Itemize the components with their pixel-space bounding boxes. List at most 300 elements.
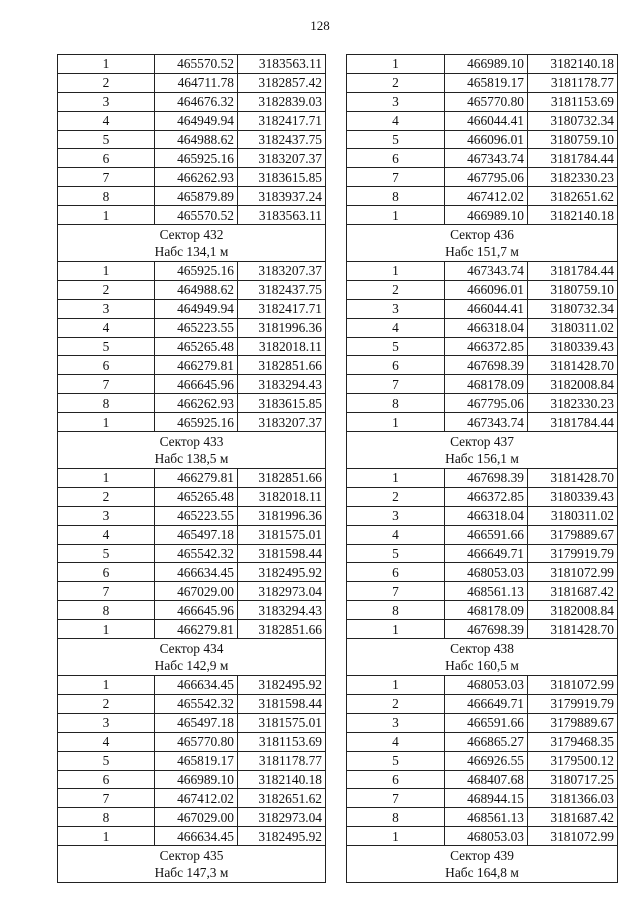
y-coordinate: 3182140.18 — [528, 55, 618, 74]
point-number: 1 — [347, 55, 445, 74]
x-coordinate: 466262.93 — [155, 394, 238, 413]
sector-area: Набс 160,5 м — [445, 658, 519, 674]
point-number: 3 — [58, 92, 155, 111]
table-row — [58, 73, 326, 92]
table-row — [347, 544, 618, 563]
y-coordinate: 3181784.44 — [528, 149, 618, 168]
x-coordinate: 466318.04 — [445, 506, 528, 525]
y-coordinate: 3182839.03 — [238, 92, 326, 111]
x-coordinate: 468053.03 — [445, 827, 528, 846]
point-number: 8 — [347, 394, 445, 413]
table-row — [347, 789, 618, 808]
y-coordinate: 3182018.11 — [238, 487, 326, 506]
x-coordinate: 466591.66 — [445, 525, 528, 544]
x-coordinate: 464988.62 — [155, 130, 238, 149]
y-coordinate: 3180759.10 — [528, 280, 618, 299]
point-number: 6 — [58, 563, 155, 582]
y-coordinate: 3181153.69 — [238, 732, 326, 751]
table-row — [347, 280, 618, 299]
x-coordinate: 465265.48 — [155, 337, 238, 356]
y-coordinate: 3181575.01 — [238, 525, 326, 544]
table-row — [347, 487, 618, 506]
x-coordinate: 467795.06 — [445, 394, 528, 413]
x-coordinate: 467412.02 — [155, 789, 238, 808]
x-coordinate: 464949.94 — [155, 111, 238, 130]
sector-name: Сектор 433 — [159, 434, 224, 450]
point-number: 1 — [347, 262, 445, 281]
x-coordinate: 466318.04 — [445, 318, 528, 337]
table-row — [347, 770, 618, 789]
point-number: 4 — [58, 318, 155, 337]
page-number: 128 — [310, 18, 330, 33]
table-row — [347, 375, 618, 394]
point-number: 4 — [58, 525, 155, 544]
x-coordinate: 468944.15 — [445, 789, 528, 808]
x-coordinate: 465542.32 — [155, 544, 238, 563]
y-coordinate: 3182330.23 — [528, 168, 618, 187]
y-coordinate: 3183937.24 — [238, 187, 326, 206]
point-number: 4 — [347, 111, 445, 130]
table-row — [58, 506, 326, 525]
coordinates-table-right — [346, 54, 618, 883]
point-number: 2 — [58, 694, 155, 713]
table-row — [58, 713, 326, 732]
point-number: 2 — [347, 694, 445, 713]
point-number: 2 — [347, 73, 445, 92]
point-number: 5 — [347, 130, 445, 149]
sector-header-row — [347, 639, 618, 676]
point-number: 6 — [58, 356, 155, 375]
x-coordinate: 465925.16 — [155, 149, 238, 168]
table-row — [58, 356, 326, 375]
point-number: 5 — [58, 337, 155, 356]
y-coordinate: 3181178.77 — [238, 751, 326, 770]
x-coordinate: 466634.45 — [155, 676, 238, 695]
y-coordinate: 3181428.70 — [528, 356, 618, 375]
y-coordinate: 3183563.11 — [238, 55, 326, 74]
point-number: 6 — [58, 149, 155, 168]
table-row — [347, 732, 618, 751]
table-row — [58, 130, 326, 149]
y-coordinate: 3181428.70 — [528, 469, 618, 488]
point-number: 1 — [347, 413, 445, 432]
point-number: 8 — [347, 808, 445, 827]
table-row — [347, 601, 618, 620]
table-row — [58, 789, 326, 808]
y-coordinate: 3179889.67 — [528, 525, 618, 544]
point-number: 8 — [347, 187, 445, 206]
x-coordinate: 467343.74 — [445, 149, 528, 168]
y-coordinate: 3181996.36 — [238, 506, 326, 525]
y-coordinate: 3182018.11 — [238, 337, 326, 356]
x-coordinate: 465497.18 — [155, 713, 238, 732]
sector-header-row — [58, 432, 326, 469]
table-row — [58, 751, 326, 770]
sector-name: Сектор 436 — [450, 227, 514, 243]
y-coordinate: 3181178.77 — [528, 73, 618, 92]
point-number: 2 — [347, 280, 445, 299]
table-row — [347, 337, 618, 356]
point-number: 8 — [58, 394, 155, 413]
x-coordinate: 467029.00 — [155, 808, 238, 827]
sector-header-row — [347, 846, 618, 883]
y-coordinate: 3180339.43 — [528, 337, 618, 356]
sector-header — [347, 225, 618, 262]
y-coordinate: 3180717.25 — [528, 770, 618, 789]
point-number: 4 — [58, 111, 155, 130]
x-coordinate: 466645.96 — [155, 601, 238, 620]
y-coordinate: 3182417.71 — [238, 111, 326, 130]
sector-header-row — [58, 639, 326, 676]
table-row — [347, 827, 618, 846]
x-coordinate: 466372.85 — [445, 487, 528, 506]
y-coordinate: 3179919.79 — [528, 544, 618, 563]
table-row — [347, 111, 618, 130]
y-coordinate: 3182140.18 — [528, 206, 618, 225]
y-coordinate: 3180759.10 — [528, 130, 618, 149]
y-coordinate: 3183615.85 — [238, 394, 326, 413]
point-number: 3 — [58, 506, 155, 525]
y-coordinate: 3181428.70 — [528, 620, 618, 639]
table-row — [58, 732, 326, 751]
x-coordinate: 468178.09 — [445, 601, 528, 620]
x-coordinate: 467029.00 — [155, 582, 238, 601]
table-row — [58, 262, 326, 281]
point-number: 1 — [58, 55, 155, 74]
x-coordinate: 465497.18 — [155, 525, 238, 544]
x-coordinate: 466645.96 — [155, 375, 238, 394]
table-row — [347, 582, 618, 601]
point-number: 8 — [58, 601, 155, 620]
point-number: 2 — [58, 280, 155, 299]
sector-area: Набс 156,1 м — [445, 451, 519, 467]
point-number: 3 — [58, 713, 155, 732]
x-coordinate: 465925.16 — [155, 262, 238, 281]
x-coordinate: 467698.39 — [445, 356, 528, 375]
table-row — [347, 130, 618, 149]
table-row — [347, 206, 618, 225]
point-number: 2 — [58, 73, 155, 92]
table-row — [347, 55, 618, 74]
y-coordinate: 3183294.43 — [238, 375, 326, 394]
table-row — [58, 394, 326, 413]
x-coordinate: 465542.32 — [155, 694, 238, 713]
y-coordinate: 3181072.99 — [528, 563, 618, 582]
x-coordinate: 468561.13 — [445, 582, 528, 601]
sector-name: Сектор 439 — [450, 848, 514, 864]
point-number: 3 — [58, 299, 155, 318]
point-number: 7 — [347, 789, 445, 808]
x-coordinate: 466096.01 — [445, 130, 528, 149]
y-coordinate: 3181784.44 — [528, 262, 618, 281]
table-row — [58, 299, 326, 318]
point-number: 6 — [347, 149, 445, 168]
x-coordinate: 466989.10 — [445, 206, 528, 225]
y-coordinate: 3182651.62 — [238, 789, 326, 808]
x-coordinate: 467343.74 — [445, 413, 528, 432]
y-coordinate: 3181687.42 — [528, 808, 618, 827]
point-number: 5 — [58, 544, 155, 563]
table-row — [58, 206, 326, 225]
sector-area: Набс 151,7 м — [445, 244, 519, 260]
x-coordinate: 464988.62 — [155, 280, 238, 299]
point-number: 8 — [58, 187, 155, 206]
x-coordinate: 466591.66 — [445, 713, 528, 732]
point-number: 7 — [347, 168, 445, 187]
table-row — [58, 337, 326, 356]
x-coordinate: 468178.09 — [445, 375, 528, 394]
point-number: 1 — [347, 206, 445, 225]
point-number: 1 — [58, 262, 155, 281]
x-coordinate: 466279.81 — [155, 469, 238, 488]
point-number: 5 — [347, 544, 445, 563]
y-coordinate: 3182008.84 — [528, 601, 618, 620]
y-coordinate: 3182437.75 — [238, 130, 326, 149]
y-coordinate: 3182851.66 — [238, 620, 326, 639]
point-number: 8 — [58, 808, 155, 827]
sector-header-row — [347, 432, 618, 469]
point-number: 4 — [58, 732, 155, 751]
y-coordinate: 3180311.02 — [528, 318, 618, 337]
point-number: 1 — [347, 620, 445, 639]
point-number: 1 — [58, 827, 155, 846]
table-row — [58, 544, 326, 563]
x-coordinate: 466634.45 — [155, 563, 238, 582]
sector-header — [347, 639, 618, 676]
x-coordinate: 466989.10 — [155, 770, 238, 789]
y-coordinate: 3183207.37 — [238, 149, 326, 168]
table-row — [58, 375, 326, 394]
y-coordinate: 3181366.03 — [528, 789, 618, 808]
table-row — [347, 808, 618, 827]
sector-name: Сектор 434 — [159, 641, 224, 657]
y-coordinate: 3179468.35 — [528, 732, 618, 751]
x-coordinate: 466044.41 — [445, 111, 528, 130]
table-row — [347, 694, 618, 713]
y-coordinate: 3182651.62 — [528, 187, 618, 206]
y-coordinate: 3183615.85 — [238, 168, 326, 187]
x-coordinate: 465570.52 — [155, 206, 238, 225]
sector-header — [347, 846, 618, 883]
y-coordinate: 3180732.34 — [528, 299, 618, 318]
table-row — [347, 168, 618, 187]
table-row — [58, 413, 326, 432]
x-coordinate: 465925.16 — [155, 413, 238, 432]
x-coordinate: 466279.81 — [155, 356, 238, 375]
table-row — [347, 149, 618, 168]
point-number: 2 — [58, 487, 155, 506]
y-coordinate: 3182008.84 — [528, 375, 618, 394]
sector-area: Набс 142,9 м — [154, 658, 229, 674]
table-row — [347, 318, 618, 337]
point-number: 1 — [347, 676, 445, 695]
point-number: 1 — [58, 620, 155, 639]
sector-name: Сектор 437 — [450, 434, 514, 450]
point-number: 6 — [58, 770, 155, 789]
table-row — [58, 168, 326, 187]
y-coordinate: 3183207.37 — [238, 262, 326, 281]
x-coordinate: 466096.01 — [445, 280, 528, 299]
point-number: 5 — [347, 337, 445, 356]
point-number: 6 — [347, 356, 445, 375]
point-number: 7 — [58, 582, 155, 601]
table-row — [58, 770, 326, 789]
sector-header — [58, 639, 326, 676]
x-coordinate: 467698.39 — [445, 620, 528, 639]
table-row — [58, 808, 326, 827]
x-coordinate: 468561.13 — [445, 808, 528, 827]
y-coordinate: 3181687.42 — [528, 582, 618, 601]
table-row — [58, 582, 326, 601]
x-coordinate: 466649.71 — [445, 544, 528, 563]
point-number: 5 — [58, 751, 155, 770]
x-coordinate: 465223.55 — [155, 506, 238, 525]
y-coordinate: 3182330.23 — [528, 394, 618, 413]
y-coordinate: 3182495.92 — [238, 827, 326, 846]
x-coordinate: 465819.17 — [155, 751, 238, 770]
point-number: 1 — [347, 827, 445, 846]
y-coordinate: 3180339.43 — [528, 487, 618, 506]
x-coordinate: 465879.89 — [155, 187, 238, 206]
point-number: 4 — [347, 318, 445, 337]
x-coordinate: 466926.55 — [445, 751, 528, 770]
y-coordinate: 3180311.02 — [528, 506, 618, 525]
sector-header — [58, 432, 326, 469]
table-row — [58, 187, 326, 206]
y-coordinate: 3183563.11 — [238, 206, 326, 225]
table-row — [58, 694, 326, 713]
sector-name: Сектор 435 — [159, 848, 224, 864]
x-coordinate: 466044.41 — [445, 299, 528, 318]
table-row — [58, 676, 326, 695]
point-number: 3 — [347, 713, 445, 732]
sector-header-row — [347, 225, 618, 262]
x-coordinate: 466865.27 — [445, 732, 528, 751]
sector-area: Набс 164,8 м — [445, 865, 519, 881]
x-coordinate: 467343.74 — [445, 262, 528, 281]
x-coordinate: 466262.93 — [155, 168, 238, 187]
table-row — [347, 506, 618, 525]
sector-area: Набс 134,1 м — [154, 244, 229, 260]
y-coordinate: 3183294.43 — [238, 601, 326, 620]
coordinates-table-left — [57, 54, 326, 883]
y-coordinate: 3182437.75 — [238, 280, 326, 299]
y-coordinate: 3182495.92 — [238, 563, 326, 582]
point-number: 5 — [347, 751, 445, 770]
sector-header — [58, 225, 326, 262]
x-coordinate: 468407.68 — [445, 770, 528, 789]
table-row — [347, 563, 618, 582]
table-row — [58, 827, 326, 846]
sector-header — [347, 432, 618, 469]
y-coordinate: 3181072.99 — [528, 676, 618, 695]
x-coordinate: 465770.80 — [445, 92, 528, 111]
table-row — [347, 394, 618, 413]
table-row — [58, 318, 326, 337]
point-number: 5 — [58, 130, 155, 149]
x-coordinate: 466372.85 — [445, 337, 528, 356]
table-row — [347, 751, 618, 770]
x-coordinate: 464711.78 — [155, 73, 238, 92]
x-coordinate: 466649.71 — [445, 694, 528, 713]
y-coordinate: 3181598.44 — [238, 694, 326, 713]
sector-area: Набс 138,5 м — [154, 451, 229, 467]
x-coordinate: 468053.03 — [445, 563, 528, 582]
table-row — [347, 299, 618, 318]
point-number: 4 — [347, 525, 445, 544]
point-number: 7 — [58, 789, 155, 808]
sector-name: Сектор 432 — [159, 227, 224, 243]
y-coordinate: 3181153.69 — [528, 92, 618, 111]
x-coordinate: 466279.81 — [155, 620, 238, 639]
y-coordinate: 3182851.66 — [238, 469, 326, 488]
x-coordinate: 465819.17 — [445, 73, 528, 92]
table-row — [58, 563, 326, 582]
point-number: 3 — [347, 92, 445, 111]
x-coordinate: 467698.39 — [445, 469, 528, 488]
sector-name: Сектор 438 — [450, 641, 514, 657]
table-row — [58, 487, 326, 506]
point-number: 3 — [347, 299, 445, 318]
point-number: 2 — [347, 487, 445, 506]
table-row — [58, 111, 326, 130]
table-row — [347, 187, 618, 206]
point-number: 7 — [58, 375, 155, 394]
table-row — [347, 413, 618, 432]
y-coordinate: 3183207.37 — [238, 413, 326, 432]
table-row — [58, 280, 326, 299]
x-coordinate: 465570.52 — [155, 55, 238, 74]
point-number: 1 — [58, 469, 155, 488]
table-row — [58, 469, 326, 488]
x-coordinate: 467412.02 — [445, 187, 528, 206]
table-row — [347, 469, 618, 488]
table-row — [347, 356, 618, 375]
point-number: 1 — [58, 206, 155, 225]
point-number: 6 — [347, 563, 445, 582]
x-coordinate: 468053.03 — [445, 676, 528, 695]
y-coordinate: 3179919.79 — [528, 694, 618, 713]
point-number: 4 — [347, 732, 445, 751]
sector-header-row — [58, 846, 326, 883]
y-coordinate: 3182973.04 — [238, 808, 326, 827]
point-number: 1 — [347, 469, 445, 488]
point-number: 7 — [58, 168, 155, 187]
sector-header — [58, 846, 326, 883]
table-row — [58, 525, 326, 544]
table-row — [347, 92, 618, 111]
table-row — [347, 262, 618, 281]
x-coordinate: 466634.45 — [155, 827, 238, 846]
table-row — [58, 55, 326, 74]
point-number: 8 — [347, 601, 445, 620]
x-coordinate: 464949.94 — [155, 299, 238, 318]
table-row — [347, 73, 618, 92]
table-row — [347, 620, 618, 639]
x-coordinate: 465265.48 — [155, 487, 238, 506]
x-coordinate: 464676.32 — [155, 92, 238, 111]
point-number: 1 — [58, 676, 155, 695]
y-coordinate: 3182495.92 — [238, 676, 326, 695]
y-coordinate: 3179889.67 — [528, 713, 618, 732]
y-coordinate: 3180732.34 — [528, 111, 618, 130]
table-row — [58, 620, 326, 639]
y-coordinate: 3181575.01 — [238, 713, 326, 732]
point-number: 3 — [347, 506, 445, 525]
table-row — [347, 525, 618, 544]
y-coordinate: 3181996.36 — [238, 318, 326, 337]
point-number: 6 — [347, 770, 445, 789]
